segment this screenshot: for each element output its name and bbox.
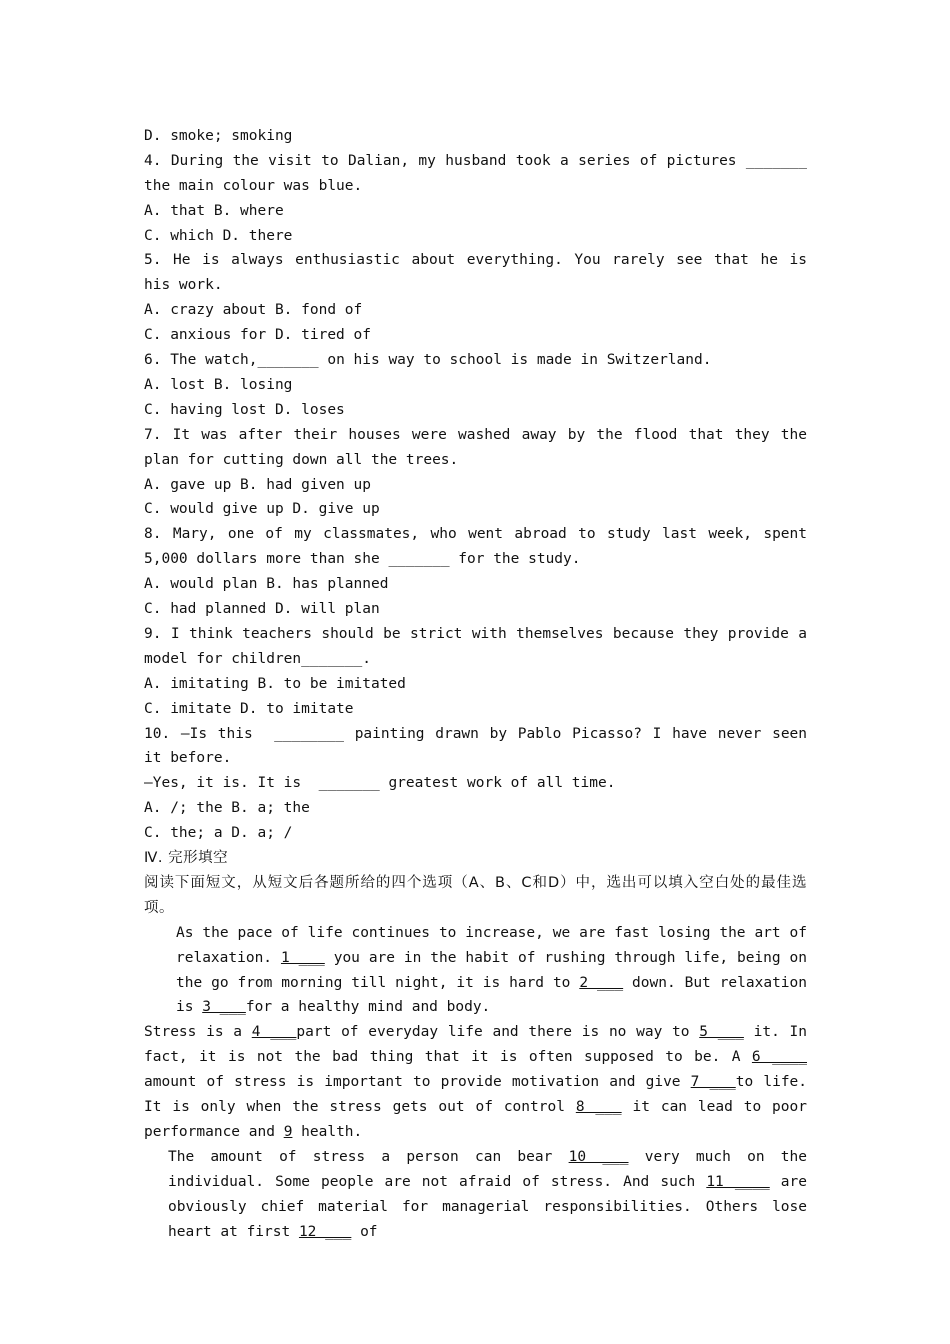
passage-text: Stress is a (144, 1024, 252, 1041)
q5-stem: 5. He is always enthusiastic about everything. You rarely see that he is his work. (144, 252, 807, 294)
passage-text: to life. It is only when the stress gets out of control (144, 1074, 808, 1116)
passage-text: it can lead to poor performance and (144, 1099, 807, 1140)
q8-options-cd: C. had planned D. will plan (144, 601, 380, 618)
passage-paragraph-2 (144, 1020, 807, 1145)
passage-text: amount of stress is important to provide motivation and give (144, 1074, 691, 1091)
passage-text: are obviously chief material for managerial responsibilities. Others lose heart at first (168, 1173, 807, 1240)
passage-text: health. (292, 1123, 363, 1140)
passage-text: As the pace of life continues to increase, we are fast losing the art of relaxation. (176, 924, 807, 966)
q9-blank: _______ (301, 650, 363, 667)
q10-stem-text-end: painting drawn by Pablo Picasso? I have never seen it before. (144, 725, 808, 767)
q9-stem-text-end: . (362, 650, 371, 667)
blank-3: 3 ___ (202, 999, 246, 1016)
q9-stem (144, 622, 807, 672)
q10-blank-2: _______ (318, 775, 380, 792)
q6-stem (144, 348, 807, 373)
q3-option-d: D. smoke; smoking (144, 128, 293, 144)
q6-stem-text-end: on his way to school is made in Switzerland. (318, 352, 712, 369)
q7-options-cd: C. would give up D. give up (144, 501, 380, 518)
passage-text: The amount of stress a person can bear (168, 1148, 569, 1165)
q5-options-cd: C. anxious for D. tired of (144, 327, 371, 344)
blank-5: 5 ___ (699, 1024, 744, 1041)
blank-2: 2 ___ (579, 974, 624, 991)
q4-stem (144, 149, 807, 199)
blank-7: 7 ___ (690, 1074, 736, 1091)
q9-options-ab: A. imitating B. to be imitated (144, 675, 406, 692)
q6-blank: _______ (257, 352, 319, 369)
q7-options-ab: A. gave up B. had given up (144, 476, 371, 493)
blank-12: 12 ___ (298, 1223, 352, 1240)
q8-blank: _______ (388, 551, 450, 568)
blank-6: 6 ____ (751, 1049, 807, 1066)
q4-options-cd: C. which D. there (144, 227, 293, 244)
q6-stem-text: 6. The watch, (144, 352, 258, 369)
q4-stem-text-end: the main colour was blue. (144, 177, 363, 194)
q4-stem-text: 4. During the visit to Dalian, my husband took a series of pictures (144, 152, 746, 169)
q9-stem-text: 9. I think teachers should be strict with themselves because they provide a model for children (144, 625, 807, 667)
passage-text: it. In fact, it is not the bad thing that it is often supposed to be. A (144, 1024, 808, 1066)
q7-stem: 7. It was after their houses were washed away by the flood that they the plan for cutting down all the trees. (144, 426, 807, 468)
q10-options-cd: C. the; a D. a; / (144, 825, 293, 842)
section-instruction: 阅读下面短文，从短文后各题所给的四个选项（A、B、C和D）中，选出可以填入空白处的最佳选项。 (144, 874, 807, 916)
q10-stem (144, 722, 807, 772)
q10-blank-1: ________ (274, 725, 344, 742)
q8-options-ab: A. would plan B. has planned (144, 576, 389, 593)
q8-stem-text-end: for the study. (449, 551, 581, 568)
passage-text: of (351, 1223, 378, 1240)
passage-paragraph-3 (144, 1145, 807, 1245)
q8-stem-text: 8. Mary, one of my classmates, who went abroad to study last week, spent 5,000 dollars more than she (144, 526, 807, 568)
blank-10: 10 ___ (568, 1148, 629, 1165)
q10-options-ab: A. /; the B. a; the (144, 800, 310, 817)
q4-options-ab: A. that B. where (144, 202, 284, 219)
passage-text: down. But relaxation is (176, 974, 807, 1016)
passage-text: part of everyday life and there is no way to (296, 1024, 700, 1041)
passage-paragraph-1 (144, 921, 807, 1021)
passage-text: for a healthy mind and body. (245, 999, 491, 1016)
q10-reply (144, 771, 807, 796)
q8-stem (144, 522, 807, 572)
q6-options-cd: C. having lost D. loses (144, 401, 345, 418)
blank-8: 8 ___ (575, 1099, 622, 1116)
q10-reply-text-end: greatest work of all time. (379, 775, 616, 792)
blank-1: 1 ___ (280, 949, 325, 966)
blank-9: 9 (283, 1123, 293, 1140)
q9-options-cd: C. imitate D. to imitate (144, 700, 354, 717)
passage-text: you are in the habit of rushing through life, being on the go from morning till night, it is hard to (176, 949, 807, 991)
q4-blank: _______ (745, 152, 807, 169)
blank-4: 4 ___ (251, 1024, 297, 1041)
worksheet-page (144, 124, 807, 1245)
q10-stem-text: 10. —Is this (144, 725, 275, 742)
blank-11: 11 ____ (706, 1173, 770, 1190)
q5-options-ab: A. crazy about B. fond of (144, 302, 363, 319)
q10-reply-text: —Yes, it is. It is (144, 775, 319, 792)
q6-options-ab: A. lost B. losing (144, 376, 293, 393)
section-heading: Ⅳ. 完形填空 (144, 850, 229, 867)
passage-text: very much on the individual. Some people are not afraid of stress. And such (168, 1148, 807, 1190)
